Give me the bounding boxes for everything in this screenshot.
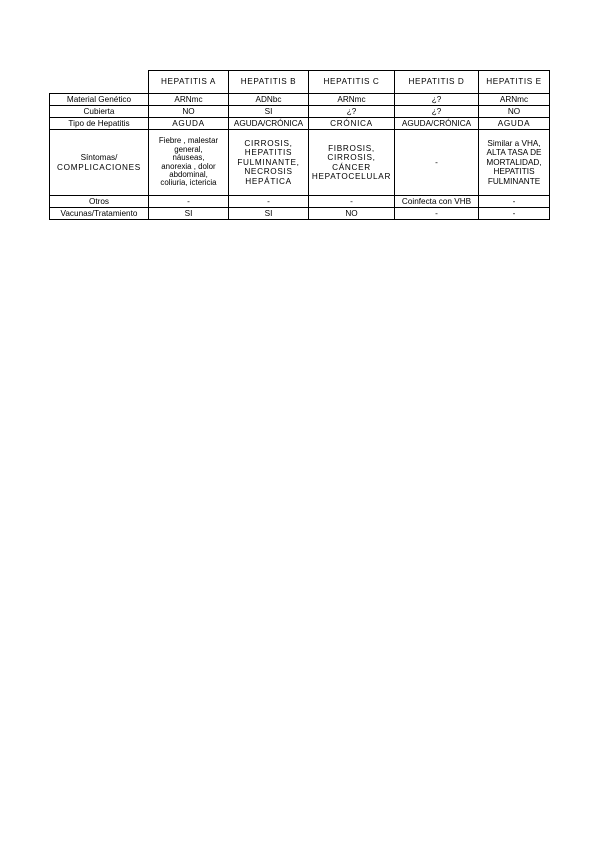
cell-line: -: [435, 157, 438, 167]
cell-line: CÁNCER: [332, 162, 371, 172]
cell-line: Fiebre , malestar: [158, 136, 219, 146]
table-cell: -: [309, 196, 395, 208]
row-label: Tipo de Hepatitis: [50, 118, 149, 130]
col-header-hepatitis-d: HEPATITIS D: [395, 71, 479, 94]
table-cell: -: [229, 196, 309, 208]
table-cell: -: [149, 196, 229, 208]
col-header-hepatitis-b: HEPATITIS B: [229, 71, 309, 94]
cell-line: HEPÁTICA: [245, 176, 292, 186]
table-cell: ¿?: [395, 94, 479, 106]
cell-line: CIRROSIS,: [244, 138, 293, 148]
cell-line: coliuria, ictericia: [160, 178, 217, 188]
cell-line: FIBROSIS,: [328, 143, 375, 153]
table-row-cubierta: [50, 106, 550, 118]
cell-line: FULMINANTE,: [237, 157, 300, 167]
row-label-line: COMPLICACIONES: [57, 162, 141, 172]
table-cell: [395, 130, 479, 196]
col-header-hepatitis-c: HEPATITIS C: [309, 71, 395, 94]
cell-line: FULMINANTE: [487, 176, 541, 186]
table-cell: AGUDA/CRÓNICA: [395, 118, 479, 130]
cell-line: CIRROSIS,: [327, 153, 376, 163]
cell-line: HEPATITIS: [244, 148, 293, 158]
cell-line: HEPATOCELULAR: [311, 171, 392, 181]
table-cell: ADNbc: [229, 94, 309, 106]
table-row-vacunas: [50, 208, 550, 220]
table-cell: [149, 130, 229, 196]
table-cell: [309, 130, 395, 196]
table-cell: -: [479, 208, 550, 220]
table-cell: -: [395, 208, 479, 220]
table-cell: SI: [229, 106, 309, 118]
table-row-otros: [50, 196, 550, 208]
col-header-hepatitis-a: HEPATITIS A: [149, 71, 229, 94]
cell-line: náuseas,: [172, 153, 205, 163]
table-cell: ¿?: [395, 106, 479, 118]
table-cell: CRÓNICA: [309, 118, 395, 130]
hepatitis-comparison-table: [49, 70, 550, 220]
table-row-material-genetico: [50, 94, 550, 106]
row-label-line: Síntomas/: [80, 153, 118, 163]
cell-line: general,: [174, 144, 203, 154]
table-cell: NO: [149, 106, 229, 118]
table-cell: SI: [229, 208, 309, 220]
table-cell: ARNmc: [309, 94, 395, 106]
cell-line: NECROSIS: [244, 167, 293, 177]
row-label: Material Genético: [50, 94, 149, 106]
table-cell: SI: [149, 208, 229, 220]
cell-line: HEPATITIS: [493, 167, 535, 177]
row-label: Otros: [50, 196, 149, 208]
table-cell: ARNmc: [149, 94, 229, 106]
table-cell: AGUDA: [149, 118, 229, 130]
table-row-sintomas: [50, 130, 550, 196]
table-cell: [479, 130, 550, 196]
corner-cell: [50, 71, 149, 94]
table-row-tipo-de-hepatitis: [50, 118, 550, 130]
row-label: Vacunas/Tratamiento: [50, 208, 149, 220]
header-row: [50, 71, 550, 94]
row-label: Cubierta: [50, 106, 149, 118]
col-header-hepatitis-e: HEPATITIS E: [479, 71, 550, 94]
table-cell: NO: [479, 106, 550, 118]
table-cell: ARNmc: [479, 94, 550, 106]
table-cell: -: [479, 196, 550, 208]
table-cell: [229, 130, 309, 196]
cell-line: anorexia , dolor: [161, 161, 216, 171]
table-cell: AGUDA/CRÓNICA: [229, 118, 309, 130]
table-cell: AGUDA: [479, 118, 550, 130]
cell-line: Similar a VHA,: [487, 138, 541, 148]
cell-line: ALTA TASA DE: [486, 148, 542, 158]
cell-line: abdominal,: [169, 169, 208, 179]
table-cell: ¿?: [309, 106, 395, 118]
table-cell: NO: [309, 208, 395, 220]
cell-line: MORTALIDAD,: [486, 157, 542, 167]
table-cell: Coinfecta con VHB: [395, 196, 479, 208]
row-label: [50, 130, 149, 196]
